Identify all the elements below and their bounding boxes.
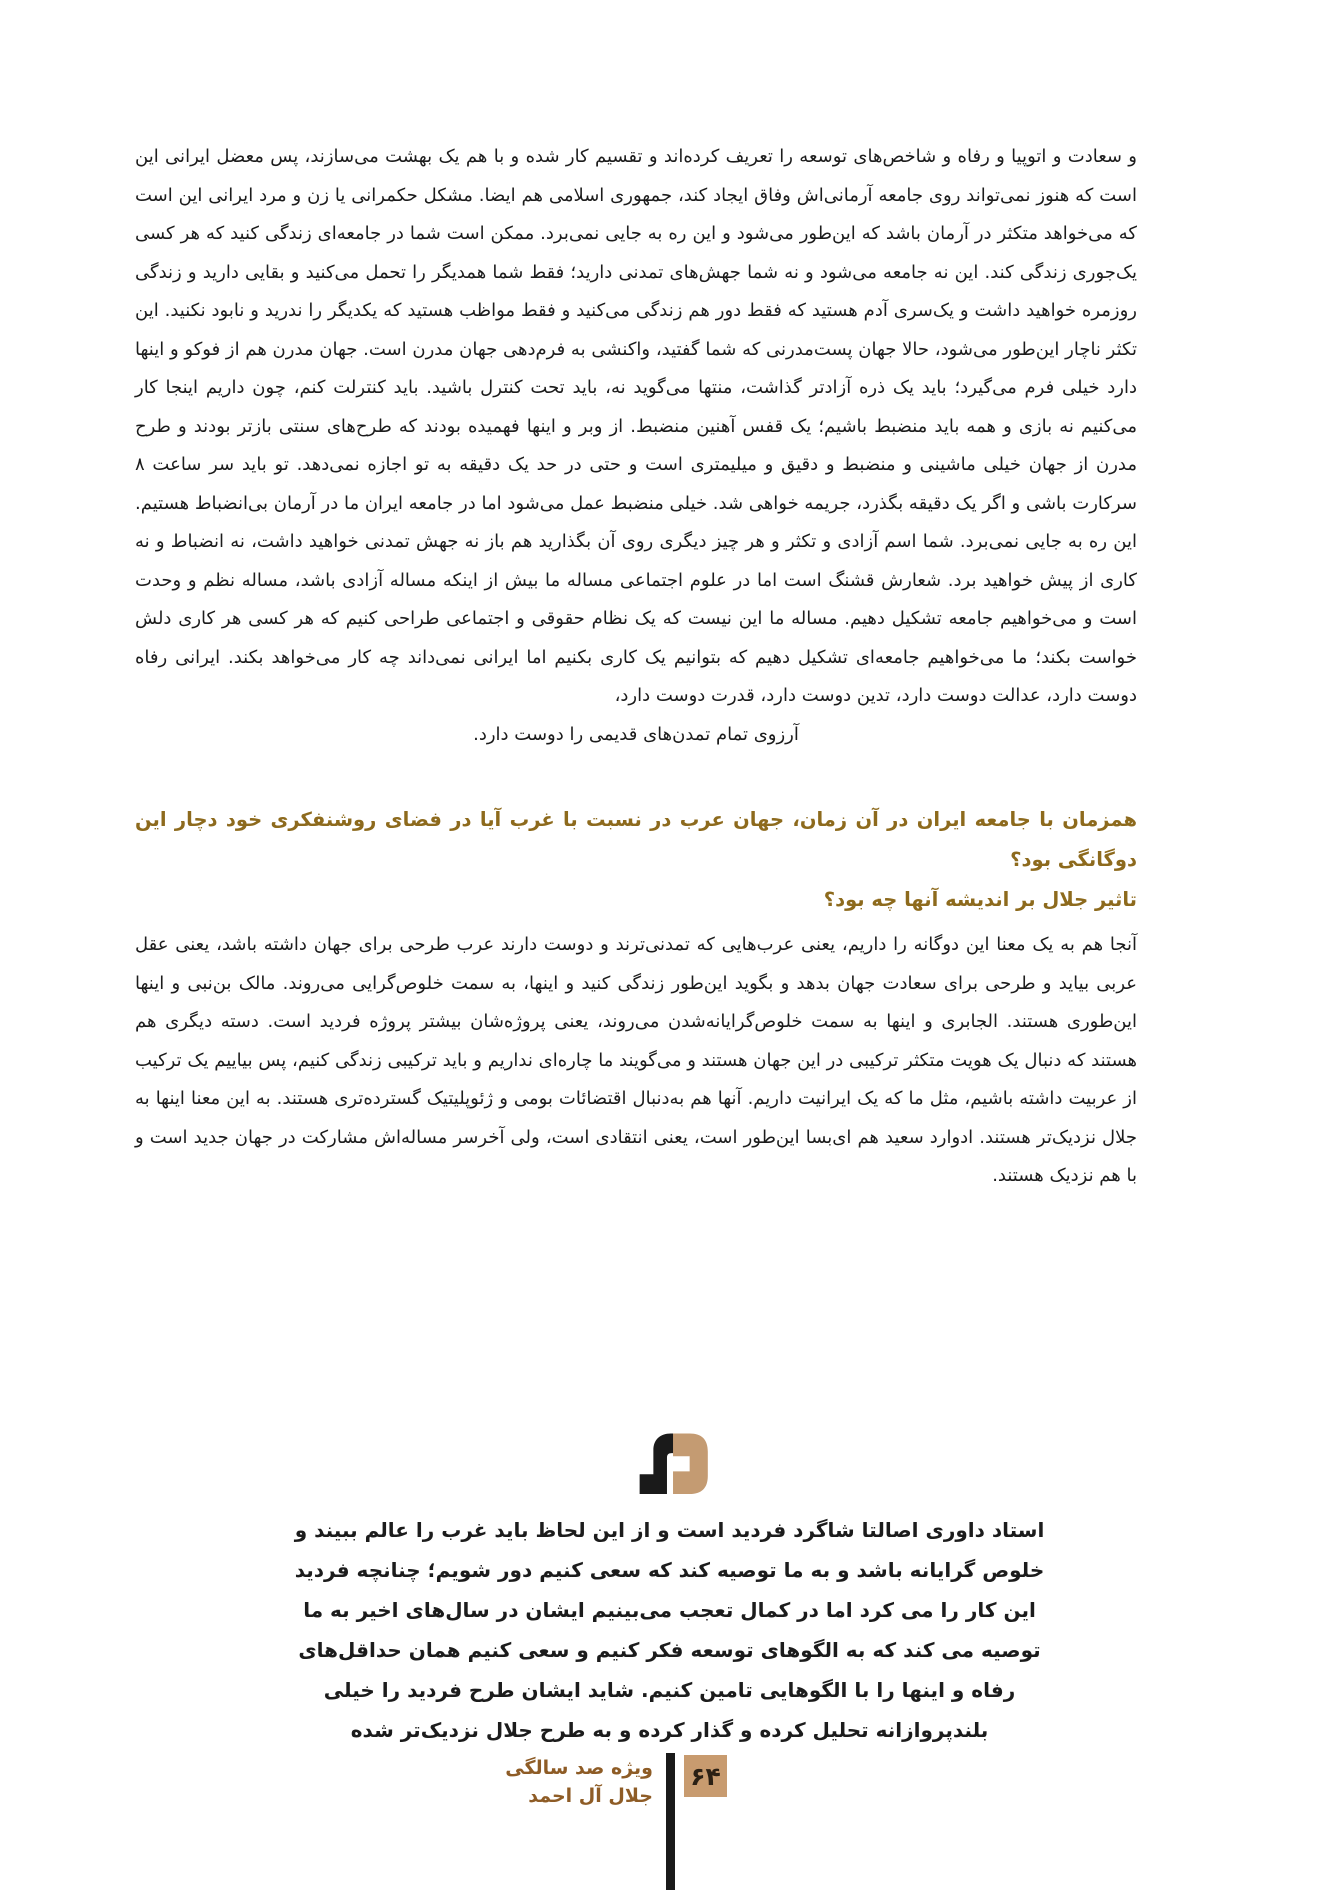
article-paragraph-2: آنجا هم به یک معنا این دوگانه را داریم، یعنی عرب‌هایی که تمدنی‌ترند و دوست دارند عرب طرحی برای جهان داشته باشد، یعنی عقل عربی بیاید و طرحی برای سعادت جهان بدهد و بگوید این‌طور زندگی کنید و اینها، به سمت خلوص‌گرایی می‌روند. مالک بن‌نبی و اینها این‌طوری هستند. الجابری و اینها به سمت خلوص‌گرایانه‌شدن می‌روند، یعنی پروژه‌شان بیشتر پروژه فردید است. دسته دیگری هم هستند که دنبال یک هویت متکثر ترکیبی در این جهان هستند و می‌گویند ما چاره‌ای نداریم و باید ترکیبی زندگی کنیم، پس بیاییم یک ترکیب از عربیت داشته باشیم، مثل ما که یک ایرانیت داریم. آنها هم به‌دنبال اقتضائات بومی و ژئوپلیتیک گسترده‌تری هستند. به این معنا اینها به جلال نزدیک‌تر هستند. ادوارد سعید هم ای‌بسا این‌طور است، یعنی انتقادی است، ولی آخرسر مساله‌اش مشارکت در جهان جدید است و با هم نزدیک هستند. <box>135 934 1137 1186</box>
footer-divider-bar <box>666 1753 675 1890</box>
article-paragraph-1-last-line: آرزوی تمام تمدن‌های قدیمی را دوست دارد. <box>473 723 799 745</box>
pull-quote-text: استاد داوری اصالتا شاگرد فردید است و از این لحاظ باید غرب را عالم ببیند و خلوص گرایانه باشد و به ما توصیه کند که سعی کنیم دور شویم؛ چنانچه فردید این کار را می کرد اما در کمال تعجب می‌بینیم ایشان در سال‌های اخیر به ما توصیه می کند که به الگوهای توسعه فکر کنیم و سعی کنیم همان حداقل‌های رفاه و اینها را با الگوهایی تامین کنیم. شاید ایشان طرح فردید را خیلی بلندپروازانه تحلیل کرده و گذار کرده و به طرح جلال نزدیک‌تر شده <box>294 1518 1045 1742</box>
interview-question <box>135 800 1137 920</box>
page-number-badge <box>684 1755 727 1797</box>
article-paragraph-1: و سعادت و اتوپیا و رفاه و شاخص‌های توسعه را تعریف کرده‌اند و تقسیم کار شده و با هم یک بهشت می‌سازند، پس معضل ایرانی این است که هنوز نمی‌تواند روی جامعه آرمانی‌اش وفاق ایجاد کند، جمهوری اسلامی هم ایضا. مشکل حکمرانی یا زن و مرد ایرانی این است که می‌خواهد متکثر در آرمان باشد که این‌طور می‌شود و این ره به جایی نمی‌برد. ممکن است شما در جامعه‌ای زندگی کنید که هر کسی یک‌جوری زندگی کند. این نه جامعه می‌شود و نه شما جهش‌های تمدنی دارید؛ فقط شما همدیگر را تحمل می‌کنید و بقایی دارید و زندگی روزمره خواهید داشت و یک‌سری آدم هستید که فقط دور هم زندگی می‌کنید و فقط مواظب هستید که یکدیگر را ندرید و نابود نکنید. این تکثر ناچار این‌طور می‌شود، حالا جهان پست‌مدرنی که شما گفتید، واکنشی به فرم‌دهی جهان مدرن است. جهان مدرن هم از فوکو و اینها دارد خیلی فرم می‌گیرد؛ باید یک ذره آزادتر گذاشت، منتها می‌گوید نه، باید تحت کنترل باشید. باید کنترلت کنم، چون داریم اینجا کار می‌کنیم نه بازی و همه باید منضبط باشیم؛ یک قفس آهنین منضبط. از وبر و اینها فهمیده بودند که طرح‌های سنتی بازتر بودند و طرح مدرن از جهان خیلی ماشینی و منضبط و دقیق و میلیمتری است و حتی در حد یک دقیقه به تو اجازه نمی‌دهد. تو باید سر ساعت ۸ سرکارت باشی و اگر یک دقیقه بگذرد، جریمه خواهی شد. خیلی منضبط عمل می‌شود اما در جامعه ایران ما در آرمان بی‌انضباط هستیم. این ره به جایی نمی‌برد. شما اسم آزادی و تکثر و هر چیز دیگری روی آن بگذارید هم باز نه جهش تمدنی خواهید داشت، نه انضباط و نه کاری از پیش خواهید برد. شعارش قشنگ است اما در علوم اجتماعی مساله ما بیش از اینکه مساله آزادی باشد، مساله نظم و وحدت است و می‌خواهیم جامعه تشکیل دهیم. مساله ما این نیست که یک نظام حقوقی و اجتماعی طراحی کنیم که هر کسی هر کاری دلش خواست بکند؛ ما می‌خواهیم جامعه‌ای تشکیل دهیم که بتوانیم یک کاری بکنیم اما ایرانی نمی‌داند چه کار می‌خواهد بکند. ایرانی رفاه دوست دارد، عدالت دوست دارد، تدین دوست دارد، قدرت دوست دارد، <box>135 146 1137 706</box>
quote-mark-logo-icon <box>632 1432 708 1494</box>
interview-question-line-2: تاثیر جلال بر اندیشه آنها چه بود؟ <box>823 888 1137 911</box>
article-text-column <box>135 138 1137 1196</box>
issue-title-line-2: جلال آل احمد <box>528 1785 653 1807</box>
interview-question-line-1: همزمان با جامعه ایران در آن زمان، جهان عرب در نسبت با غرب آیا در فضای روشنفکری خود دچار این دوگانگی بود؟ <box>135 808 1137 871</box>
issue-title <box>505 1754 653 1810</box>
page-number: ۶۴ <box>690 1761 721 1791</box>
pull-quote-section <box>0 1432 1339 1750</box>
issue-title-line-1: ویژه صد سالگی <box>505 1757 653 1779</box>
page-footer <box>0 1750 1339 1890</box>
